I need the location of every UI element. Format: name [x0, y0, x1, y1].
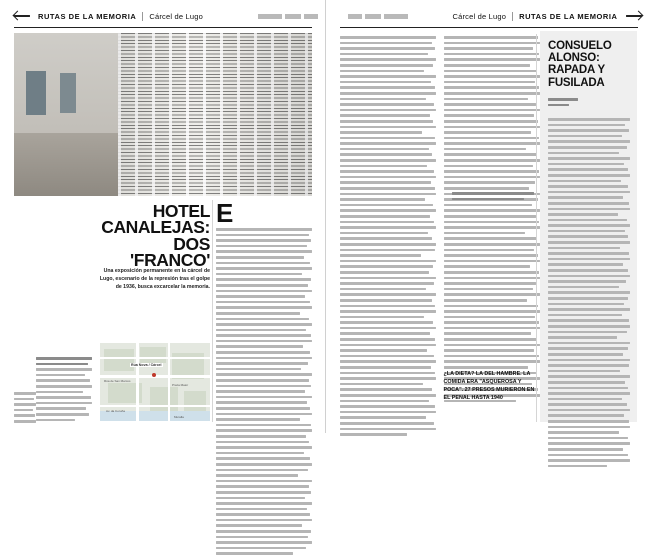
spread-gutter: [325, 0, 326, 433]
body-column-right-1: [340, 36, 436, 439]
sidebar-rules: [548, 98, 578, 109]
map-label: Av. da Coruña: [106, 409, 125, 413]
article-deck: Una exposición permanente en la cárcel de Lugo, escenario de la represión tras el golpe de 1936, busca excarcelar la memoria.: [98, 267, 210, 291]
arrow-right-icon[interactable]: [626, 11, 642, 21]
drop-cap: E: [216, 200, 233, 226]
sidebar-title: CONSUELO ALONSO: RAPADA Y FUSILADA: [548, 40, 632, 89]
photo-caption-left: [36, 357, 92, 424]
map-label: Muralla: [174, 415, 184, 419]
map-label: Praza Maior: [172, 383, 188, 387]
prison-wall-photo: [14, 33, 312, 196]
running-head-blocks-left: [258, 14, 318, 19]
running-head-divider: [142, 12, 143, 21]
header-rule-left: [14, 27, 312, 28]
column-rule-right: [536, 34, 537, 422]
pull-quote: ¿LA DIETA? LA DEL HAMBRE. LA COMIDA ERA "ASQUEROSA Y POCA". 27 PRESOS MURIERON EN EL PENAL HASTA 1940: [444, 370, 540, 402]
map-label: Rúa de San Marcos: [104, 379, 131, 383]
body-column-right-2: [444, 36, 540, 405]
left-page: [0, 0, 326, 433]
running-head-left: [14, 8, 254, 24]
sidebar-caption-strip: [452, 192, 534, 203]
running-head-right: [442, 8, 642, 24]
page-title: HOTEL CANALEJAS: DOS 'FRANCO': [98, 203, 210, 268]
location-map[interactable]: [100, 343, 210, 421]
header-rule-right: [340, 27, 638, 28]
body-column-left-2: [14, 392, 36, 426]
running-head-divider: [512, 12, 513, 21]
map-title: Rúa Nova / Cárcel: [130, 363, 163, 367]
running-head-subsection: Cárcel de Lugo: [149, 12, 203, 21]
body-column-left-1: [216, 228, 312, 558]
running-head-blocks-right: [348, 14, 408, 19]
column-rule-left: [212, 200, 213, 422]
map-pin: [152, 373, 156, 377]
running-head-section: RUTAS DE LA MEMORIA: [519, 12, 617, 21]
arrow-left-icon[interactable]: [14, 11, 30, 21]
running-head-subsection: Cárcel de Lugo: [452, 12, 506, 21]
sidebar-body-column: [548, 118, 630, 470]
running-head-section: RUTAS DE LA MEMORIA: [38, 12, 136, 21]
